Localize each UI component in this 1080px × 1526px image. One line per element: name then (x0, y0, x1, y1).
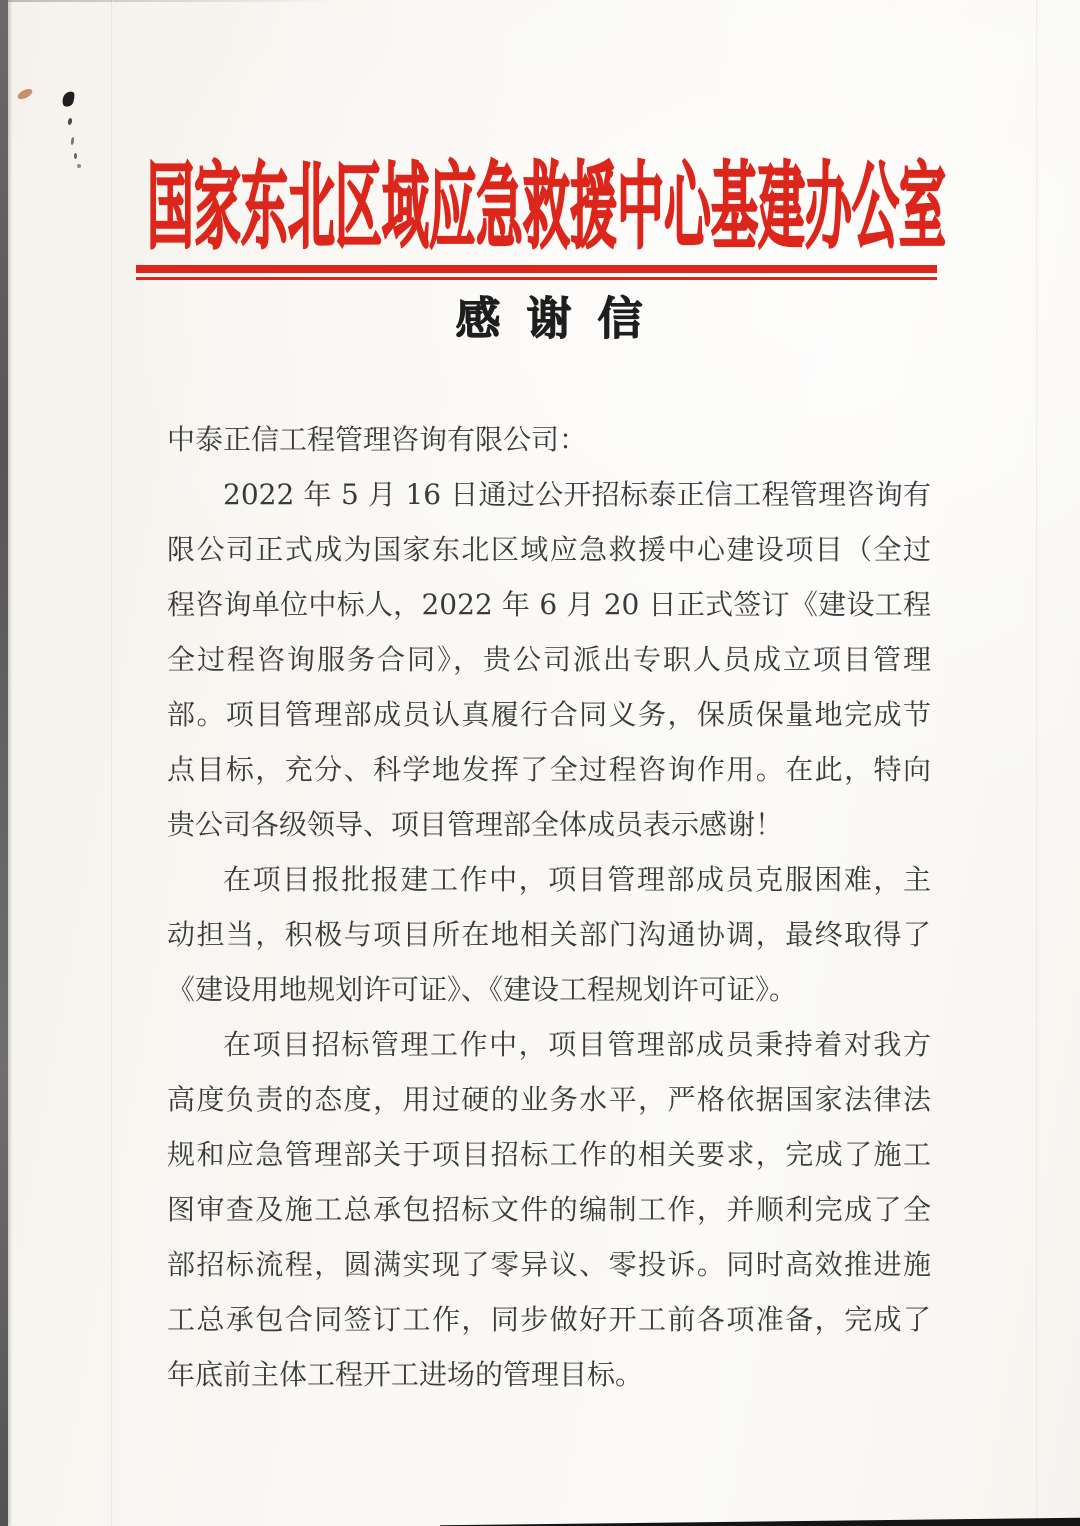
body-line: 图审查及施工总承包招标文件的编制工作，并顺利完成了全 (167, 1193, 931, 1226)
letterhead-rule-thick (136, 265, 937, 273)
letterhead-org-name: 国家东北区域应急救援中心基建办公室 (147, 153, 946, 263)
body-line: 工总承包合同签订工作，同步做好开工前各项准备，完成了 (167, 1303, 931, 1336)
body-line: 部。项目管理部成员认真履行合同义务，保质保量地完成节 (167, 698, 931, 731)
letter-title: 感谢信 (455, 292, 669, 345)
body-line: 《建设用地规划许可证》、《建设工程规划许可证》。 (167, 973, 798, 1006)
ink-speck (74, 153, 77, 159)
scan-left-edge (0, 0, 8, 1526)
body-line: 规和应急管理部关于项目招标工作的相关要求，完成了施工 (167, 1138, 931, 1171)
body-line: 限公司正式成为国家东北区域应急救援中心建设项目（全过 (167, 533, 931, 566)
letter-body (167, 412, 931, 1402)
body-line: 程咨询单位中标人，2022 年 6 月 20 日正式签订《建设工程 (167, 588, 931, 621)
body-line: 点目标，充分、科学地发挥了全过程咨询作用。在此，特向 (167, 753, 931, 786)
body-line: 2022 年 5 月 16 日通过公开招标泰正信工程管理咨询有 (223, 478, 931, 511)
body-line: 部招标流程，圆满实现了零异议、零投诉。同时高效推进施 (167, 1248, 931, 1281)
scan-top-edge (0, 0, 340, 2)
body-line: 贵公司各级领导、项目管理部全体成员表示感谢！ (167, 808, 784, 841)
body-line: 高度负责的态度，用过硬的业务水平，严格依据国家法律法 (167, 1083, 931, 1116)
ink-speck (67, 118, 72, 126)
paper-crease-left (111, 0, 113, 1526)
body-line: 年底前主体工程开工进场的管理目标。 (167, 1358, 644, 1391)
body-line: 动担当，积极与项目所在地相关部门沟通协调，最终取得了 (167, 918, 931, 951)
body-line: 在项目报批报建工作中，项目管理部成员克服困难，主 (223, 863, 931, 896)
paper-crease-right (1036, 0, 1038, 1526)
ink-mark (61, 90, 76, 109)
body-line: 在项目招标管理工作中，项目管理部成员秉持着对我方 (223, 1028, 931, 1061)
scan-bottom-edge (440, 1517, 1080, 1526)
letterhead-rule-thin (136, 277, 937, 280)
salutation: 中泰正信工程管理咨询有限公司： (167, 423, 588, 456)
ink-speck (70, 137, 74, 145)
ink-speck (77, 164, 81, 168)
stain-mark (16, 87, 34, 102)
body-line: 全过程咨询服务合同》，贵公司派出专职人员成立项目管理 (167, 643, 931, 676)
